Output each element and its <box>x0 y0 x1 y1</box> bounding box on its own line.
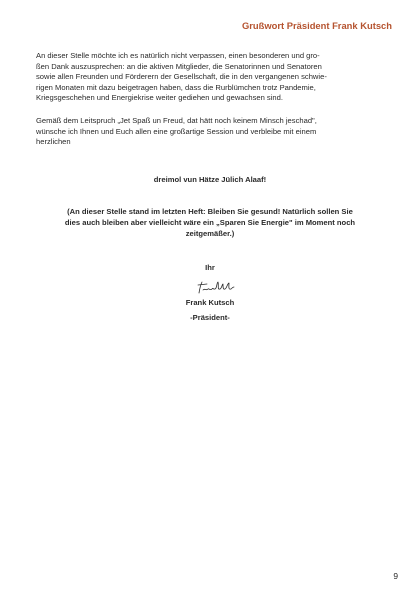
closing-word: Ihr <box>205 263 215 272</box>
handwritten-signature <box>196 279 236 297</box>
text-line: zeitgemäßer.) <box>185 229 235 238</box>
note-paragraph <box>36 206 384 239</box>
text-line: sowie allen Freunden und Förderern der Gesellschaft, die in den vergangenen schwie- <box>36 72 327 82</box>
text-line: Kriegsgeschehen und Energiekrise weiter gediehen und gewachsen sind. <box>36 93 283 103</box>
page-header-title: Grußwort Präsident Frank Kutsch <box>241 20 392 31</box>
signatory-name: Frank Kutsch <box>185 298 235 307</box>
greeting-line: dreimol vun Hätze Jülich Alaaf! <box>153 175 267 184</box>
text-line: Gemäß dem Leitspruch „Jet Spaß un Freud, dat hätt noch keinem Minsch jeschad", <box>36 116 317 125</box>
body-paragraph-thanks <box>36 51 384 104</box>
text-line: dies auch bleiben aber vielleicht wäre ein „Sparen Sie Energie" im Moment noch <box>64 218 356 227</box>
text-line: wünsche ich Ihnen und Euch allen eine großartige Session und verbleibe mit einem <box>36 126 317 136</box>
text-line: An dieser Stelle möchte ich es natürlich nicht verpassen, einen besonderen und gro- <box>36 51 320 60</box>
text-line: herzlichen <box>36 137 71 147</box>
signatory-role: -Präsident- <box>190 313 230 322</box>
text-line: ßen Dank auszusprechen: an die aktiven Mitglieder, die Senatorinnen und Senatoren <box>36 61 322 71</box>
text-line: rigen Monaten mit dazu beigetragen haben, dass die Rurblümchen trotz Pandemie, <box>36 82 316 92</box>
body-paragraph-wishes <box>36 116 384 148</box>
page-number: 9 <box>393 571 398 581</box>
text-line: (An dieser Stelle stand im letzten Heft: Bleiben Sie gesund! Natürlich sollen Sie <box>67 207 353 216</box>
